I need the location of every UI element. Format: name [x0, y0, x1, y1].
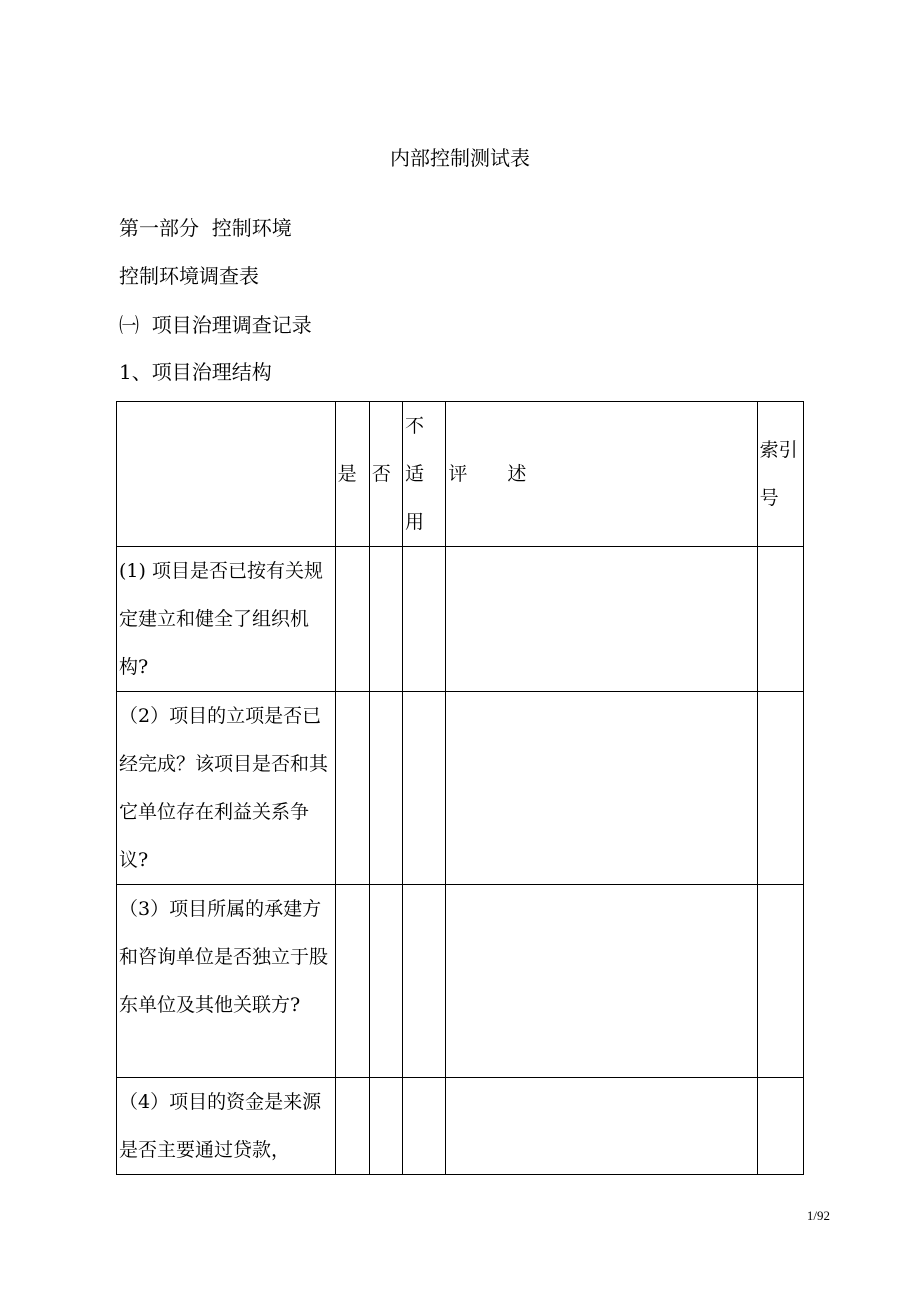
header-ref-line1: 索引 — [759, 439, 798, 461]
control-test-table — [116, 401, 804, 1175]
header-na-line1: 不 — [405, 415, 425, 437]
yes-cell[interactable] — [335, 692, 369, 885]
table-row — [117, 547, 804, 692]
header-question-cell — [117, 402, 336, 547]
document-title: 内部控制测试表 — [390, 146, 530, 170]
part-heading: 第一部分 控制环境 — [119, 216, 292, 240]
header-reference — [757, 402, 803, 547]
question-cell — [117, 885, 336, 1078]
na-cell[interactable] — [403, 692, 446, 885]
header-comment-word2: 述 — [507, 463, 527, 485]
na-cell[interactable] — [403, 885, 446, 1078]
header-comment — [446, 402, 757, 547]
survey-heading: 控制环境调查表 — [119, 264, 259, 288]
header-not-applicable — [403, 402, 446, 547]
na-cell[interactable] — [403, 1078, 446, 1175]
no-cell[interactable] — [369, 1078, 402, 1175]
header-na-line2: 适 — [405, 463, 425, 485]
header-ref-line2: 号 — [759, 487, 779, 509]
header-yes: 是 — [335, 402, 369, 547]
reference-cell[interactable] — [757, 692, 803, 885]
table-row — [117, 1078, 804, 1175]
header-na-line3: 用 — [405, 511, 425, 533]
yes-cell[interactable] — [335, 547, 369, 692]
section-heading: ㈠ 项目治理调查记录 — [119, 313, 312, 337]
subsection-heading: 1、项目治理结构 — [119, 360, 272, 384]
na-cell[interactable] — [403, 547, 446, 692]
comment-cell[interactable] — [446, 1078, 757, 1175]
question-text: （2）项目的立项是否已经完成？该项目是否和其它单位存在利益关系争议? — [119, 705, 329, 871]
no-cell[interactable] — [369, 692, 402, 885]
question-cell — [117, 547, 336, 692]
question-cell — [117, 1078, 336, 1175]
question-text: (1) 项目是否已按有关规定建立和健全了组织机构? — [119, 560, 323, 678]
yes-cell[interactable] — [335, 885, 369, 1078]
reference-cell[interactable] — [757, 885, 803, 1078]
no-cell[interactable] — [369, 885, 402, 1078]
yes-cell[interactable] — [335, 1078, 369, 1175]
no-cell[interactable] — [369, 547, 402, 692]
question-text: （3）项目所属的承建方和咨询单位是否独立于股东单位及其他关联方? — [119, 898, 329, 1016]
header-no: 否 — [369, 402, 402, 547]
question-cell — [117, 692, 336, 885]
table-row — [117, 885, 804, 1078]
table-row — [117, 692, 804, 885]
question-text: （4）项目的资金是来源是否主要通过贷款， — [119, 1091, 322, 1161]
header-comment-word1: 评 — [448, 463, 468, 485]
table-header-row — [117, 402, 804, 547]
reference-cell[interactable] — [757, 547, 803, 692]
comment-cell[interactable] — [446, 885, 757, 1078]
comment-cell[interactable] — [446, 547, 757, 692]
comment-cell[interactable] — [446, 692, 757, 885]
page-number: 1/92 — [806, 1208, 830, 1223]
reference-cell[interactable] — [757, 1078, 803, 1175]
